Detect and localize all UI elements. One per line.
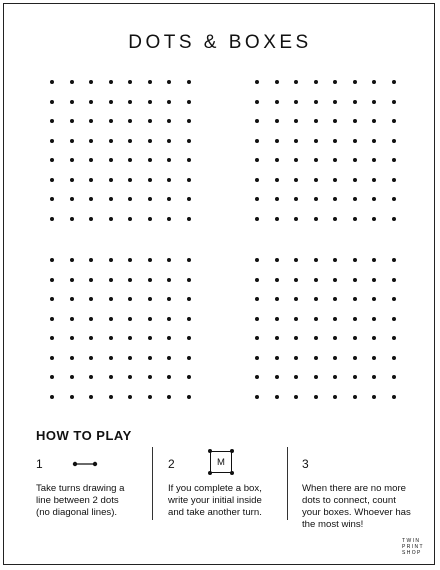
grid-dot[interactable] [70, 375, 74, 379]
grid-dot[interactable] [148, 178, 152, 182]
grid-dot[interactable] [372, 158, 376, 162]
divider [287, 447, 288, 520]
grid-dot[interactable] [353, 317, 357, 321]
grid-dot[interactable] [392, 139, 396, 143]
grid-dot[interactable] [372, 100, 376, 104]
grid-dot[interactable] [148, 100, 152, 104]
grid-dot[interactable] [128, 317, 132, 321]
line-between-dots-icon [72, 460, 98, 468]
grid-dot[interactable] [128, 336, 132, 340]
grid-dot[interactable] [148, 258, 152, 262]
grid-dot[interactable] [314, 197, 318, 201]
grid-dot[interactable] [333, 375, 337, 379]
grid-dot[interactable] [353, 119, 357, 123]
grid-dot[interactable] [255, 258, 259, 262]
grid-dot[interactable] [353, 395, 357, 399]
grid-dot[interactable] [294, 100, 298, 104]
brand-line: SHOP [402, 550, 422, 557]
completed-box-icon [210, 451, 232, 473]
dot-grid-bottom-right[interactable] [255, 258, 395, 398]
grid-dot[interactable] [187, 375, 191, 379]
page-title: DOTS & BOXES [128, 32, 312, 53]
grid-dot[interactable] [148, 217, 152, 221]
grid-dot[interactable] [187, 119, 191, 123]
grid-dot[interactable] [187, 356, 191, 360]
grid-dot[interactable] [187, 317, 191, 321]
grid-dot[interactable] [333, 395, 337, 399]
grid-dot[interactable] [333, 356, 337, 360]
grid-dot[interactable] [294, 197, 298, 201]
grid-dot[interactable] [187, 178, 191, 182]
corner-dot-icon [208, 449, 212, 453]
grid-dot[interactable] [50, 278, 54, 282]
grid-dot[interactable] [353, 197, 357, 201]
grid-dot[interactable] [314, 297, 318, 301]
grid-dot[interactable] [255, 395, 259, 399]
grid-dot[interactable] [275, 336, 279, 340]
grid-dot[interactable] [70, 217, 74, 221]
grid-dot[interactable] [148, 317, 152, 321]
grid-dot[interactable] [294, 178, 298, 182]
grid-dot[interactable] [392, 217, 396, 221]
grid-dot[interactable] [314, 317, 318, 321]
grid-dot[interactable] [333, 139, 337, 143]
grid-dot[interactable] [294, 297, 298, 301]
grid-dot[interactable] [128, 278, 132, 282]
dot-grid-bottom-left[interactable] [50, 258, 190, 398]
grid-dot[interactable] [294, 119, 298, 123]
step-number: 3 [302, 457, 309, 471]
step-text-line: (no diagonal lines). [36, 507, 118, 518]
grid-dot[interactable] [392, 178, 396, 182]
grid-dot[interactable] [109, 139, 113, 143]
grid-dot[interactable] [148, 158, 152, 162]
grid-dot[interactable] [187, 278, 191, 282]
grid-dot[interactable] [50, 139, 54, 143]
grid-dot[interactable] [187, 395, 191, 399]
step-text-line: When there are no more [302, 483, 406, 494]
grid-dot[interactable] [70, 317, 74, 321]
grid-dot[interactable] [294, 395, 298, 399]
step-text [168, 483, 262, 519]
grid-dot[interactable] [148, 119, 152, 123]
grid-dot[interactable] [148, 197, 152, 201]
grid-dot[interactable] [128, 258, 132, 262]
grid-dot[interactable] [333, 119, 337, 123]
grid-dot[interactable] [255, 317, 259, 321]
grid-dot[interactable] [89, 258, 93, 262]
grid-dot[interactable] [255, 80, 259, 84]
grid-dot[interactable] [89, 100, 93, 104]
grid-dot[interactable] [187, 297, 191, 301]
grid-dot[interactable] [167, 375, 171, 379]
step-text-line: your boxes. Whoever has [302, 507, 411, 518]
grid-dot[interactable] [128, 297, 132, 301]
grid-dot[interactable] [372, 375, 376, 379]
step-text-line: line between 2 dots [36, 495, 119, 506]
grid-dot[interactable] [372, 395, 376, 399]
grid-dot[interactable] [333, 100, 337, 104]
grid-dot[interactable] [294, 158, 298, 162]
grid-dot[interactable] [372, 139, 376, 143]
grid-dot[interactable] [70, 395, 74, 399]
grid-dot[interactable] [314, 100, 318, 104]
grid-dot[interactable] [333, 178, 337, 182]
grid-dot[interactable] [109, 197, 113, 201]
grid-dot[interactable] [70, 100, 74, 104]
grid-dot[interactable] [392, 297, 396, 301]
grid-dot[interactable] [392, 258, 396, 262]
corner-dot-icon [208, 471, 212, 475]
grid-dot[interactable] [392, 100, 396, 104]
grid-dot[interactable] [275, 317, 279, 321]
grid-dot[interactable] [314, 217, 318, 221]
box-initial: M [217, 456, 225, 468]
grid-dot[interactable] [148, 297, 152, 301]
grid-dot[interactable] [333, 158, 337, 162]
grid-dot[interactable] [167, 278, 171, 282]
grid-dot[interactable] [353, 278, 357, 282]
grid-dot[interactable] [353, 139, 357, 143]
grid-dot[interactable] [109, 336, 113, 340]
grid-dot[interactable] [167, 119, 171, 123]
grid-dot[interactable] [275, 139, 279, 143]
grid-dot[interactable] [70, 356, 74, 360]
grid-dot[interactable] [70, 80, 74, 84]
grid-dot[interactable] [275, 356, 279, 360]
grid-dot[interactable] [372, 178, 376, 182]
step-text-line: and take another turn. [168, 507, 262, 518]
grid-dot[interactable] [372, 80, 376, 84]
grid-dot[interactable] [167, 297, 171, 301]
step-number: 1 [36, 457, 43, 471]
grid-dot[interactable] [128, 119, 132, 123]
grid-dot[interactable] [275, 178, 279, 182]
grid-dot[interactable] [392, 80, 396, 84]
grid-dot[interactable] [167, 217, 171, 221]
grid-dot[interactable] [372, 217, 376, 221]
grid-dot[interactable] [294, 356, 298, 360]
grid-dot[interactable] [275, 197, 279, 201]
grid-dot[interactable] [128, 356, 132, 360]
grid-dot[interactable] [70, 278, 74, 282]
grid-dot[interactable] [50, 317, 54, 321]
grid-dot[interactable] [70, 119, 74, 123]
grid-dot[interactable] [294, 80, 298, 84]
brand-line: TWIN [402, 538, 421, 544]
grid-dot[interactable] [70, 158, 74, 162]
grid-dot[interactable] [50, 197, 54, 201]
step-text-line: Take turns drawing a [36, 483, 125, 494]
corner-dot-icon [230, 471, 234, 475]
step-text [36, 483, 125, 519]
grid-dot[interactable] [255, 197, 259, 201]
grid-dot[interactable] [187, 100, 191, 104]
grid-dot[interactable] [50, 395, 54, 399]
grid-dot[interactable] [167, 100, 171, 104]
grid-dot[interactable] [372, 317, 376, 321]
grid-dot[interactable] [50, 356, 54, 360]
grid-dot[interactable] [255, 217, 259, 221]
grid-dot[interactable] [70, 336, 74, 340]
grid-dot[interactable] [294, 336, 298, 340]
grid-dot[interactable] [255, 375, 259, 379]
grid-dot[interactable] [353, 158, 357, 162]
grid-dot[interactable] [128, 100, 132, 104]
grid-dot[interactable] [187, 336, 191, 340]
grid-dot[interactable] [167, 258, 171, 262]
grid-dot[interactable] [50, 178, 54, 182]
grid-dot[interactable] [392, 395, 396, 399]
grid-dot[interactable] [333, 80, 337, 84]
grid-dot[interactable] [148, 80, 152, 84]
grid-dot[interactable] [275, 258, 279, 262]
grid-dot[interactable] [50, 297, 54, 301]
grid-dot[interactable] [255, 158, 259, 162]
grid-dot[interactable] [187, 258, 191, 262]
grid-dot[interactable] [275, 158, 279, 162]
grid-dot[interactable] [353, 258, 357, 262]
grid-dot[interactable] [167, 336, 171, 340]
grid-dot[interactable] [89, 217, 93, 221]
grid-dot[interactable] [167, 395, 171, 399]
dot-grid-top-left[interactable] [50, 80, 190, 220]
grid-dot[interactable] [392, 197, 396, 201]
grid-dot[interactable] [167, 356, 171, 360]
grid-dot[interactable] [89, 197, 93, 201]
grid-dot[interactable] [50, 119, 54, 123]
grid-dot[interactable] [333, 217, 337, 221]
grid-dot[interactable] [167, 139, 171, 143]
grid-dot[interactable] [294, 258, 298, 262]
grid-dot[interactable] [314, 158, 318, 162]
grid-dot[interactable] [392, 158, 396, 162]
grid-dot[interactable] [89, 178, 93, 182]
step-text [302, 483, 411, 531]
grid-dot[interactable] [89, 317, 93, 321]
grid-dot[interactable] [187, 217, 191, 221]
grid-dot[interactable] [70, 139, 74, 143]
grid-dot[interactable] [167, 317, 171, 321]
grid-dot[interactable] [314, 139, 318, 143]
grid-dot[interactable] [187, 158, 191, 162]
grid-dot[interactable] [167, 178, 171, 182]
grid-dot[interactable] [109, 395, 113, 399]
grid-dot[interactable] [109, 278, 113, 282]
grid-dot[interactable] [89, 80, 93, 84]
grid-dot[interactable] [128, 158, 132, 162]
grid-dot[interactable] [372, 336, 376, 340]
grid-dot[interactable] [392, 375, 396, 379]
grid-dot[interactable] [109, 100, 113, 104]
grid-dot[interactable] [148, 336, 152, 340]
grid-dot[interactable] [392, 119, 396, 123]
dot-grid-top-right[interactable] [255, 80, 395, 220]
grid-dot[interactable] [255, 278, 259, 282]
grid-dot[interactable] [50, 100, 54, 104]
grid-dot[interactable] [128, 178, 132, 182]
grid-dot[interactable] [109, 158, 113, 162]
grid-dot[interactable] [353, 336, 357, 340]
grid-dot[interactable] [353, 356, 357, 360]
grid-dot[interactable] [50, 80, 54, 84]
grid-dot[interactable] [314, 356, 318, 360]
grid-dot[interactable] [89, 278, 93, 282]
grid-dot[interactable] [109, 297, 113, 301]
grid-dot[interactable] [314, 178, 318, 182]
grid-dot[interactable] [353, 297, 357, 301]
brand-logo [402, 538, 426, 557]
grid-dot[interactable] [128, 139, 132, 143]
grid-dot[interactable] [333, 336, 337, 340]
grid-dot[interactable] [89, 297, 93, 301]
grid-dot[interactable] [314, 278, 318, 282]
grid-dot[interactable] [294, 278, 298, 282]
grid-dot[interactable] [148, 139, 152, 143]
grid-dot[interactable] [275, 80, 279, 84]
grid-dot[interactable] [50, 258, 54, 262]
grid-dot[interactable] [187, 139, 191, 143]
grid-dot[interactable] [314, 80, 318, 84]
grid-dot[interactable] [314, 119, 318, 123]
grid-dot[interactable] [294, 217, 298, 221]
grid-dot[interactable] [109, 80, 113, 84]
grid-dot[interactable] [50, 217, 54, 221]
grid-dot[interactable] [128, 217, 132, 221]
grid-dot[interactable] [294, 317, 298, 321]
grid-dot[interactable] [275, 217, 279, 221]
grid-dot[interactable] [314, 395, 318, 399]
grid-dot[interactable] [353, 80, 357, 84]
grid-dot[interactable] [353, 178, 357, 182]
grid-dot[interactable] [372, 197, 376, 201]
grid-dot[interactable] [89, 139, 93, 143]
grid-dot[interactable] [275, 395, 279, 399]
grid-dot[interactable] [70, 178, 74, 182]
grid-dot[interactable] [333, 197, 337, 201]
grid-dot[interactable] [128, 395, 132, 399]
how-to-play-heading: HOW TO PLAY [36, 428, 132, 443]
grid-dot[interactable] [128, 375, 132, 379]
divider [152, 447, 153, 520]
grid-dot[interactable] [89, 356, 93, 360]
grid-dot[interactable] [89, 336, 93, 340]
grid-dot[interactable] [275, 278, 279, 282]
grid-dot[interactable] [50, 158, 54, 162]
grid-dot[interactable] [148, 356, 152, 360]
grid-dot[interactable] [89, 158, 93, 162]
grid-dot[interactable] [333, 258, 337, 262]
grid-dot[interactable] [392, 356, 396, 360]
grid-dot[interactable] [128, 197, 132, 201]
grid-dot[interactable] [275, 100, 279, 104]
grid-dot[interactable] [275, 119, 279, 123]
grid-dot[interactable] [148, 375, 152, 379]
corner-dot-icon [230, 449, 234, 453]
grid-dot[interactable] [255, 178, 259, 182]
grid-dot[interactable] [89, 395, 93, 399]
grid-dot[interactable] [128, 80, 132, 84]
grid-dot[interactable] [109, 258, 113, 262]
grid-dot[interactable] [392, 336, 396, 340]
grid-dot[interactable] [275, 297, 279, 301]
step-text-line: dots to connect, count [302, 495, 396, 506]
grid-dot[interactable] [333, 317, 337, 321]
grid-dot[interactable] [255, 356, 259, 360]
grid-dot[interactable] [167, 80, 171, 84]
grid-dot[interactable] [89, 119, 93, 123]
grid-dot[interactable] [294, 139, 298, 143]
step-text-line: write your initial inside [168, 495, 262, 506]
step-text-line: the most wins! [302, 519, 364, 530]
grid-dot[interactable] [255, 139, 259, 143]
grid-dot[interactable] [70, 258, 74, 262]
grid-dot[interactable] [167, 158, 171, 162]
grid-dot[interactable] [109, 317, 113, 321]
grid-dot[interactable] [392, 317, 396, 321]
grid-dot[interactable] [148, 278, 152, 282]
grid-dot[interactable] [314, 375, 318, 379]
brand-line: PRINT [402, 544, 424, 551]
grid-dot[interactable] [314, 336, 318, 340]
grid-dot[interactable] [50, 375, 54, 379]
grid-dot[interactable] [255, 119, 259, 123]
step-number: 2 [168, 457, 175, 471]
grid-dot[interactable] [255, 100, 259, 104]
grid-dot[interactable] [109, 375, 113, 379]
grid-dot[interactable] [50, 336, 54, 340]
grid-dot[interactable] [333, 278, 337, 282]
grid-dot[interactable] [187, 80, 191, 84]
grid-dot[interactable] [167, 197, 171, 201]
grid-dot[interactable] [353, 375, 357, 379]
grid-dot[interactable] [109, 178, 113, 182]
grid-dot[interactable] [372, 356, 376, 360]
grid-dot[interactable] [294, 375, 298, 379]
grid-dot[interactable] [392, 278, 396, 282]
grid-dot[interactable] [372, 258, 376, 262]
grid-dot[interactable] [109, 119, 113, 123]
grid-dot[interactable] [353, 100, 357, 104]
grid-dot[interactable] [70, 297, 74, 301]
grid-dot[interactable] [109, 356, 113, 360]
grid-dot[interactable] [89, 375, 93, 379]
grid-dot[interactable] [70, 197, 74, 201]
grid-dot[interactable] [314, 258, 318, 262]
step-text-line: If you complete a box, [168, 483, 262, 494]
grid-dot[interactable] [109, 217, 113, 221]
grid-dot[interactable] [372, 278, 376, 282]
grid-dot[interactable] [255, 297, 259, 301]
grid-dot[interactable] [372, 119, 376, 123]
grid-dot[interactable] [333, 297, 337, 301]
grid-dot[interactable] [275, 375, 279, 379]
grid-dot[interactable] [187, 197, 191, 201]
grid-dot[interactable] [148, 395, 152, 399]
grid-dot[interactable] [372, 297, 376, 301]
grid-dot[interactable] [255, 336, 259, 340]
grid-dot[interactable] [353, 217, 357, 221]
